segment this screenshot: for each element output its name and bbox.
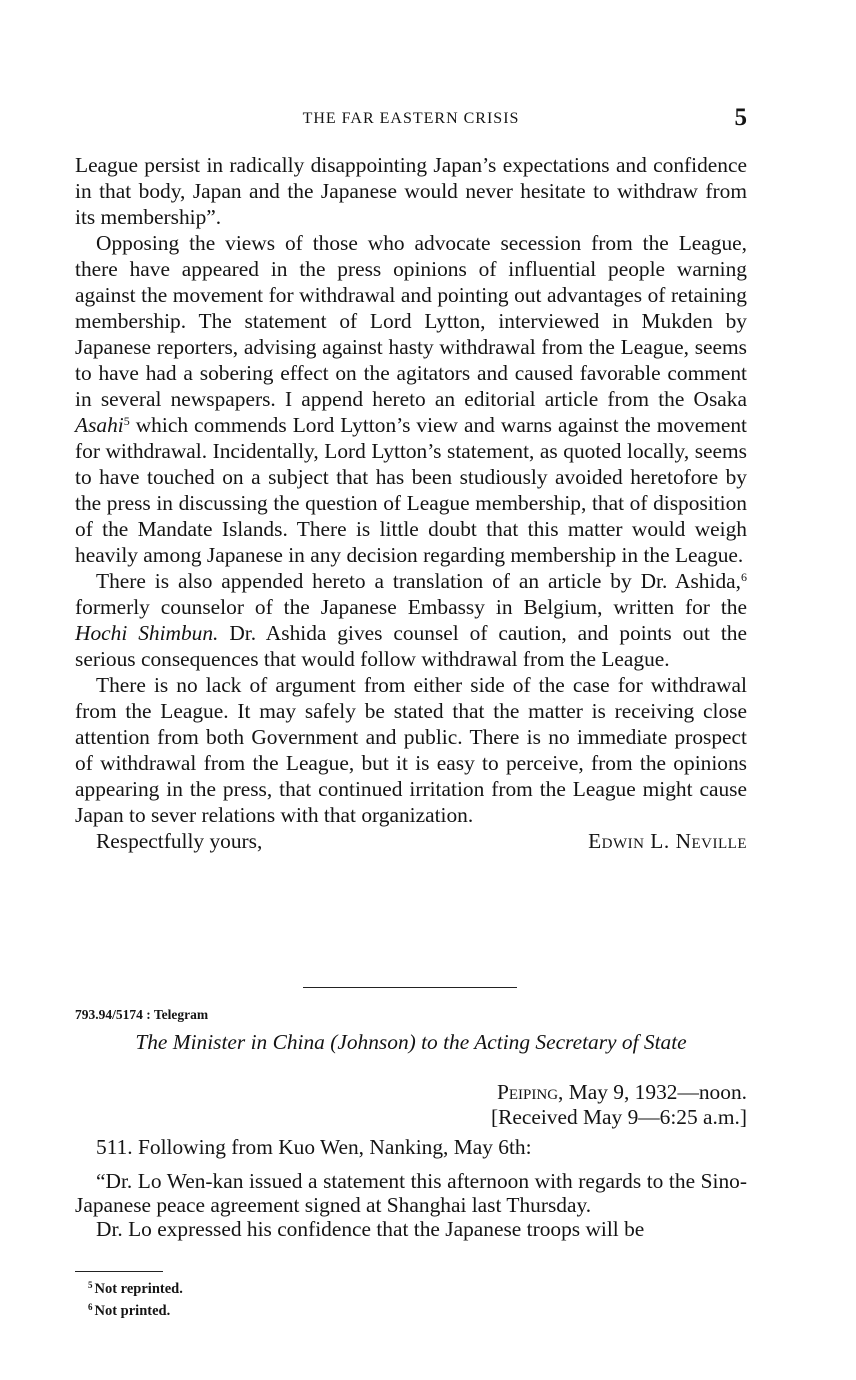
paragraph-ashida xyxy=(75,568,747,672)
paragraph-secession xyxy=(75,230,747,568)
signature: Edwin L. Neville xyxy=(588,829,747,853)
newspaper-name-asahi: Asahi xyxy=(75,413,124,437)
running-header xyxy=(75,106,747,136)
letter-body xyxy=(75,152,747,854)
signoff xyxy=(75,828,747,854)
telegram-paragraph: “Dr. Lo Wen-kan issued a statement this afternoon with regards to the Sino-Japanese peace agreement signed at Shanghai last Thursday. xyxy=(75,1169,747,1217)
document-heading: The Minister in China (Johnson) to the Acting Secretary of State xyxy=(135,1030,687,1054)
telegram-paragraph: 511. Following from Kuo Wen, Nanking, May 6th: xyxy=(96,1135,532,1159)
closing-salutation: Respectfully yours, xyxy=(96,829,263,853)
footnote xyxy=(88,1298,183,1320)
paragraph-argument: There is no lack of argument from either side of the case for withdrawal from the League. It may safely be stated that the matter is receiving close attention from both Government and public. There is no immediate prospect of withdrawal from the League, but it is easy to perceive, from the opinions appearing in the press, that continued irritation from the League might cause Japan to sever relations with that organization. xyxy=(75,673,747,827)
document-id: 793.94/5174 : Telegram xyxy=(75,1007,209,1022)
footnote-mark: 6 xyxy=(88,1302,93,1312)
date-received: [Received May 9—6:25 a.m.] xyxy=(490,1105,747,1129)
newspaper-name-hochi: Hochi Shimbun. xyxy=(75,621,219,645)
footnote-divider xyxy=(75,1271,163,1272)
footnote xyxy=(88,1276,183,1298)
footnote-ref-6: 6 xyxy=(741,570,747,584)
place-name: Peiping, xyxy=(496,1080,564,1104)
running-title: THE FAR EASTERN CRISIS xyxy=(302,110,520,127)
date-time: May 9, 1932—noon. xyxy=(563,1080,747,1104)
paragraph-continued: League persist in radically disappointing Japan’s expectations and confidence in that body, Japan and the Japanese would never hesitate to withdraw from its membership”. xyxy=(75,153,747,229)
footnotes xyxy=(88,1276,183,1320)
section-divider xyxy=(303,987,517,988)
footnote-text: Not printed. xyxy=(94,1303,171,1319)
page-number: 5 xyxy=(734,104,747,131)
footnote-text: Not reprinted. xyxy=(94,1281,183,1297)
telegram-body xyxy=(75,1135,747,1241)
paragraph-text: Dr. Ashida gives counsel of caution, and points out the serious consequences that would follow withdrawal from the League. xyxy=(75,621,747,671)
paragraph-text: There is also appended hereto a translation of an article by Dr. Ashida, xyxy=(96,569,741,593)
dateline xyxy=(491,1080,747,1130)
date-sent xyxy=(491,1080,747,1105)
paragraph-text: which commends Lord Lytton’s view and warns against the movement for withdrawal. Incidentally, Lord Lytton’s statement, as quoted locally, seems to have touched on a subject that has been studiously avoided heretofore by the press in discussing the question of League membership, that of disposition of the Mandate Islands. There is little doubt that this matter would weigh heavily among Japanese in any decision regarding membership in the League. xyxy=(75,413,747,567)
telegram-paragraph: Dr. Lo expressed his confidence that the Japanese troops will be xyxy=(96,1217,645,1241)
paragraph-text: formerly counselor of the Japanese Embassy in Belgium, written for the xyxy=(75,595,747,619)
footnote-ref-5: 5 xyxy=(123,414,130,428)
paragraph-text: Opposing the views of those who advocate secession from the League, there have appeared in the press opinions of influential people warning against the movement for withdrawal and pointing out advantages of retaining membership. The statement of Lord Lytton, interviewed in Mukden by Japanese reporters, advising against hasty withdrawal from the League, seems to have had a sobering effect on the agitators and caused favorable comment in several newspapers. I append hereto an editorial article from the Osaka xyxy=(75,231,747,411)
footnote-mark: 5 xyxy=(88,1280,93,1290)
